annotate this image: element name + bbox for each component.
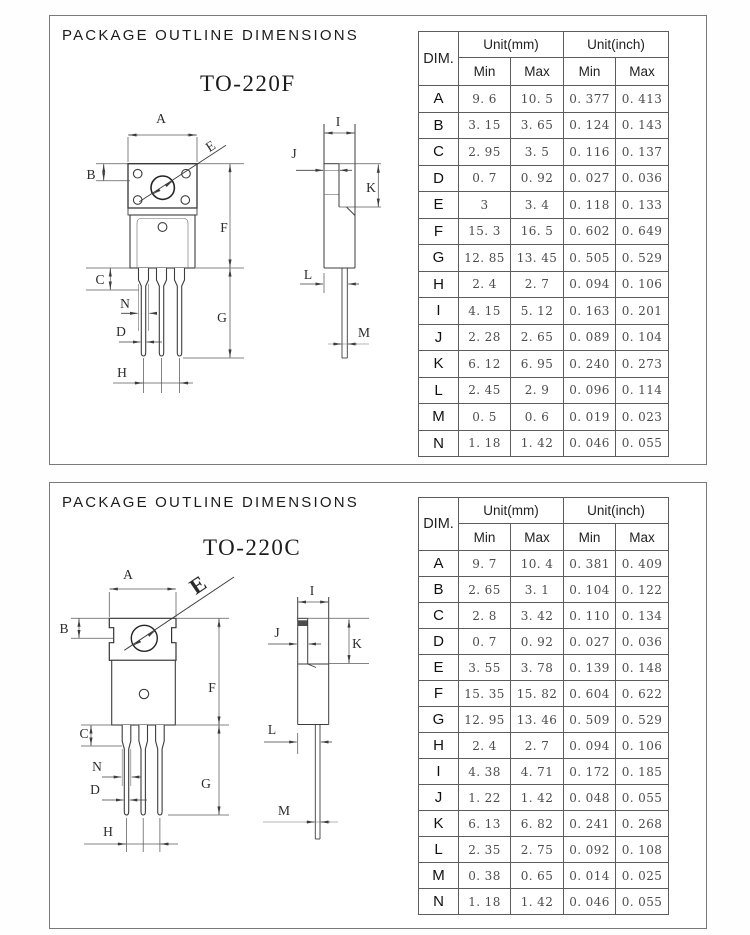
dim-cell: E [419,192,459,219]
table-header [419,498,669,551]
lead [139,725,148,815]
table-row [419,139,669,166]
leads [122,725,164,815]
table-row [419,245,669,272]
table-row [419,577,669,603]
mm-max-cell: 2. 65 [511,324,564,351]
table-row [419,112,669,139]
dim-cell: F [419,218,459,245]
dim-A [109,567,176,617]
dim-H [113,358,193,393]
inch-min-cell: 0. 019 [564,404,616,431]
dim-G [183,268,244,358]
inch-min-cell: 0. 046 [564,430,616,457]
dim-label-i: I [309,583,315,598]
dim-cell: M [419,863,459,889]
body-dimple [139,689,148,698]
tab-shoulder [128,208,197,215]
mm-min-cell: 2. 95 [459,139,511,166]
inch-min-cell: 0. 014 [564,863,616,889]
max-header: Max [616,58,669,86]
dim-cell: N [419,889,459,915]
dim-label-a: A [123,567,133,582]
mm-max-cell: 1. 42 [511,430,564,457]
table-row [419,165,669,192]
mm-min-cell: 15. 35 [459,681,511,707]
mm-max-cell: 2. 7 [511,271,564,298]
mm-min-cell: 1. 18 [459,430,511,457]
dim-label-f: F [208,680,216,695]
front-view [59,567,234,852]
table-row [419,655,669,681]
mm-min-cell: 6. 12 [459,351,511,378]
body-dimple [158,223,167,232]
lead [157,268,167,356]
mm-max-cell: 0. 65 [511,863,564,889]
table-row [419,324,669,351]
inch-min-cell: 0. 094 [564,733,616,759]
dim-A [128,111,197,162]
dim-label-c: C [79,726,89,741]
unit-inch-header: Unit(inch) [564,32,669,58]
dim-label-l: L [267,722,277,737]
panel-to-220f [49,15,707,465]
inch-max-cell: 0. 134 [616,603,669,629]
corner-hole [181,196,190,205]
dim-L [264,722,332,754]
dim-header-cell: DIM. [419,32,459,86]
table-row [419,192,669,219]
mm-max-cell: 15. 82 [511,681,564,707]
min-header: Min [459,524,511,551]
dim-label-d: D [116,324,126,339]
mm-max-cell: 1. 42 [511,785,564,811]
mm-max-cell: 13. 45 [511,245,564,272]
dim-label-e: E [203,138,219,156]
table-row [419,863,669,889]
table-row [419,707,669,733]
mm-max-cell: 0. 6 [511,404,564,431]
dim-cell: B [419,112,459,139]
mounting-hole [131,625,157,651]
mm-max-cell: 3. 5 [511,139,564,166]
inch-max-cell: 0. 036 [616,629,669,655]
dim-J [291,146,352,170]
dim-label-a: A [156,111,166,126]
table-row [419,271,669,298]
inch-min-cell: 0. 027 [564,629,616,655]
dim-label-n: N [120,296,130,311]
dim-cell: J [419,785,459,811]
mm-min-cell: 12. 85 [459,245,511,272]
dim-J [268,625,321,644]
dim-cell: D [419,165,459,192]
dim-F [196,164,244,268]
dimension-table-to-220f [418,31,669,457]
dim-M [263,803,338,822]
dim-I [298,583,329,602]
leads [139,268,185,356]
inch-max-cell: 0. 143 [616,112,669,139]
inch-max-cell: 0. 055 [616,785,669,811]
dim-label-m: M [357,325,371,340]
table-row [419,430,669,457]
mm-max-cell: 2. 9 [511,377,564,404]
dim-label-g: G [217,310,227,325]
mm-min-cell: 2. 4 [459,733,511,759]
mm-min-cell: 2. 35 [459,837,511,863]
inch-max-cell: 0. 104 [616,324,669,351]
dim-cell: M [419,404,459,431]
inch-max-cell: 0. 529 [616,707,669,733]
dim-label-h: H [117,365,127,380]
inch-min-cell: 0. 604 [564,681,616,707]
mm-min-cell: 2. 4 [459,271,511,298]
mm-max-cell: 2. 75 [511,837,564,863]
dim-cell: J [419,324,459,351]
table-row [419,551,669,577]
mm-max-cell: 3. 1 [511,577,564,603]
mm-max-cell: 0. 92 [511,629,564,655]
mm-max-cell: 2. 7 [511,733,564,759]
inch-min-cell: 0. 602 [564,218,616,245]
inch-min-cell: 0. 096 [564,377,616,404]
mm-max-cell: 5. 12 [511,298,564,325]
inch-max-cell: 0. 106 [616,271,669,298]
dim-cell: A [419,551,459,577]
package-name-to-220c: TO-220C [203,535,302,560]
mm-min-cell: 0. 7 [459,629,511,655]
inch-max-cell: 0. 133 [616,192,669,219]
dim-label-f: F [220,220,228,235]
mm-max-cell: 3. 42 [511,603,564,629]
table-row [419,86,669,113]
dim-N [92,759,141,777]
side-view [263,583,369,839]
mm-max-cell: 0. 92 [511,165,564,192]
dim-label-n: N [92,759,102,774]
dim-label-d: D [90,782,100,797]
table-body [419,86,669,457]
inch-max-cell: 0. 649 [616,218,669,245]
dim-label-k: K [352,636,362,651]
dim-L [300,267,359,293]
mm-min-cell: 15. 3 [459,218,511,245]
mm-max-cell: 13. 46 [511,707,564,733]
dim-cell: B [419,577,459,603]
mm-min-cell: 0. 5 [459,404,511,431]
inch-max-cell: 0. 114 [616,377,669,404]
max-header: Max [616,524,669,551]
table-row [419,733,669,759]
table-row [419,811,669,837]
inch-max-cell: 0. 409 [616,551,669,577]
table-row [419,603,669,629]
dim-label-j: J [274,625,280,640]
inch-min-cell: 0. 377 [564,86,616,113]
inch-min-cell: 0. 089 [564,324,616,351]
inch-max-cell: 0. 273 [616,351,669,378]
inch-max-cell: 0. 148 [616,655,669,681]
dim-label-j: J [291,146,297,161]
inch-min-cell: 0. 048 [564,785,616,811]
dim-G [168,725,229,815]
dim-header-cell: DIM. [419,498,459,551]
panel2-title: PACKAGE OUTLINE DIMENSIONS [62,494,359,511]
mm-min-cell: 4. 38 [459,759,511,785]
dim-cell: C [419,139,459,166]
dim-C [86,268,139,290]
dim-label-m: M [277,803,291,818]
mm-min-cell: 2. 45 [459,377,511,404]
dim-cell: L [419,837,459,863]
inch-min-cell: 0. 094 [564,271,616,298]
mm-max-cell: 6. 82 [511,811,564,837]
table-row [419,218,669,245]
dim-label-l: L [303,267,313,282]
inch-min-cell: 0. 509 [564,707,616,733]
dim-label-b: B [86,167,96,182]
mounting-hole [151,176,174,199]
mm-min-cell: 9. 7 [459,551,511,577]
inch-min-cell: 0. 139 [564,655,616,681]
dim-I [324,114,355,133]
max-header: Max [511,524,564,551]
dim-cell: I [419,298,459,325]
lead [122,725,131,815]
dim-label-h: H [103,824,113,839]
mm-max-cell: 3. 65 [511,112,564,139]
front-view [86,111,244,393]
package-name-to-220f: TO-220F [200,71,296,96]
table-row [419,759,669,785]
inch-max-cell: 0. 622 [616,681,669,707]
dim-label-g: G [201,776,211,791]
inch-min-cell: 0. 381 [564,551,616,577]
dim-cell: N [419,430,459,457]
inch-min-cell: 0. 505 [564,245,616,272]
mm-min-cell: 6. 13 [459,811,511,837]
mm-min-cell: 2. 65 [459,577,511,603]
dim-label-e: E [184,570,211,600]
dim-K [366,164,378,207]
dim-label-c: C [95,272,105,287]
table-row [419,889,669,915]
mm-min-cell: 1. 18 [459,889,511,915]
inch-max-cell: 0. 106 [616,733,669,759]
inch-min-cell: 0. 241 [564,811,616,837]
dim-C [79,725,122,746]
unit-mm-header: Unit(mm) [459,32,564,58]
inch-min-cell: 0. 163 [564,298,616,325]
inch-max-cell: 0. 201 [616,298,669,325]
inch-min-cell: 0. 104 [564,577,616,603]
dimension-table-to-220c [418,497,669,915]
panel1-title: PACKAGE OUTLINE DIMENSIONS [62,27,359,44]
dim-cell: G [419,245,459,272]
inch-max-cell: 0. 055 [616,889,669,915]
unit-inch-header: Unit(inch) [564,498,669,524]
dim-label-i: I [335,114,341,129]
mm-max-cell: 3. 4 [511,192,564,219]
dim-B [86,164,130,182]
mm-min-cell: 3 [459,192,511,219]
dim-M [328,325,370,344]
mm-min-cell: 0. 38 [459,863,511,889]
inch-max-cell: 0. 055 [616,430,669,457]
inch-min-cell: 0. 092 [564,837,616,863]
dim-cell: I [419,759,459,785]
lead [175,268,185,356]
dim-cell: K [419,811,459,837]
inch-min-cell: 0. 046 [564,889,616,915]
dim-cell: G [419,707,459,733]
table-row [419,629,669,655]
inch-max-cell: 0. 025 [616,863,669,889]
inch-max-cell: 0. 529 [616,245,669,272]
lead [156,725,165,815]
inch-min-cell: 0. 172 [564,759,616,785]
inch-max-cell: 0. 023 [616,404,669,431]
min-header: Min [564,58,616,86]
mm-min-cell: 2. 8 [459,603,511,629]
inch-min-cell: 0. 116 [564,139,616,166]
dim-K [349,619,362,663]
mm-max-cell: 3. 78 [511,655,564,681]
table-row [419,404,669,431]
corner-hole [133,196,142,205]
table-row [419,837,669,863]
inch-min-cell: 0. 110 [564,603,616,629]
mm-min-cell: 2. 28 [459,324,511,351]
dim-cell: D [419,629,459,655]
inch-max-cell: 0. 122 [616,577,669,603]
inch-max-cell: 0. 036 [616,165,669,192]
mm-min-cell: 4. 15 [459,298,511,325]
table-body [419,551,669,915]
unit-mm-header: Unit(mm) [459,498,564,524]
mm-min-cell: 3. 55 [459,655,511,681]
dim-cell: E [419,655,459,681]
mm-max-cell: 6. 95 [511,351,564,378]
dim-B [59,618,113,638]
dim-label-k: K [366,180,376,195]
dim-cell: F [419,681,459,707]
dim-D [90,782,147,800]
min-header: Min [564,524,616,551]
table-row [419,298,669,325]
side-view [291,114,381,358]
mm-min-cell: 9. 6 [459,86,511,113]
lead [139,268,149,356]
inch-min-cell: 0. 118 [564,192,616,219]
dim-H [84,818,178,852]
inch-max-cell: 0. 137 [616,139,669,166]
inch-max-cell: 0. 413 [616,86,669,113]
table-row [419,377,669,404]
panel-to-220c [49,482,707,929]
hole-section-hatch [298,620,308,626]
inch-max-cell: 0. 108 [616,837,669,863]
mm-max-cell: 1. 42 [511,889,564,915]
inch-max-cell: 0. 268 [616,811,669,837]
dim-F [175,618,229,725]
dim-cell: H [419,733,459,759]
dim-cell: H [419,271,459,298]
side-lead [342,268,347,358]
max-header: Max [511,58,564,86]
mm-max-cell: 10. 5 [511,86,564,113]
table-row [419,681,669,707]
table-header [419,32,669,86]
dim-cell: A [419,86,459,113]
dim-cell: C [419,603,459,629]
dim-cell: K [419,351,459,378]
inch-min-cell: 0. 027 [564,165,616,192]
mm-min-cell: 1. 22 [459,785,511,811]
inch-min-cell: 0. 240 [564,351,616,378]
dim-cell: L [419,377,459,404]
mm-min-cell: 0. 7 [459,165,511,192]
mm-min-cell: 12. 95 [459,707,511,733]
inch-min-cell: 0. 124 [564,112,616,139]
table-row [419,785,669,811]
min-header: Min [459,58,511,86]
table-row [419,351,669,378]
mm-max-cell: 4. 71 [511,759,564,785]
mm-max-cell: 16. 5 [511,218,564,245]
dim-D [116,324,162,342]
inch-max-cell: 0. 185 [616,759,669,785]
corner-hole [133,169,142,178]
chamfer [308,664,316,668]
mm-max-cell: 10. 4 [511,551,564,577]
mm-min-cell: 3. 15 [459,112,511,139]
dim-label-b: B [59,621,69,636]
chamfer [347,207,356,216]
